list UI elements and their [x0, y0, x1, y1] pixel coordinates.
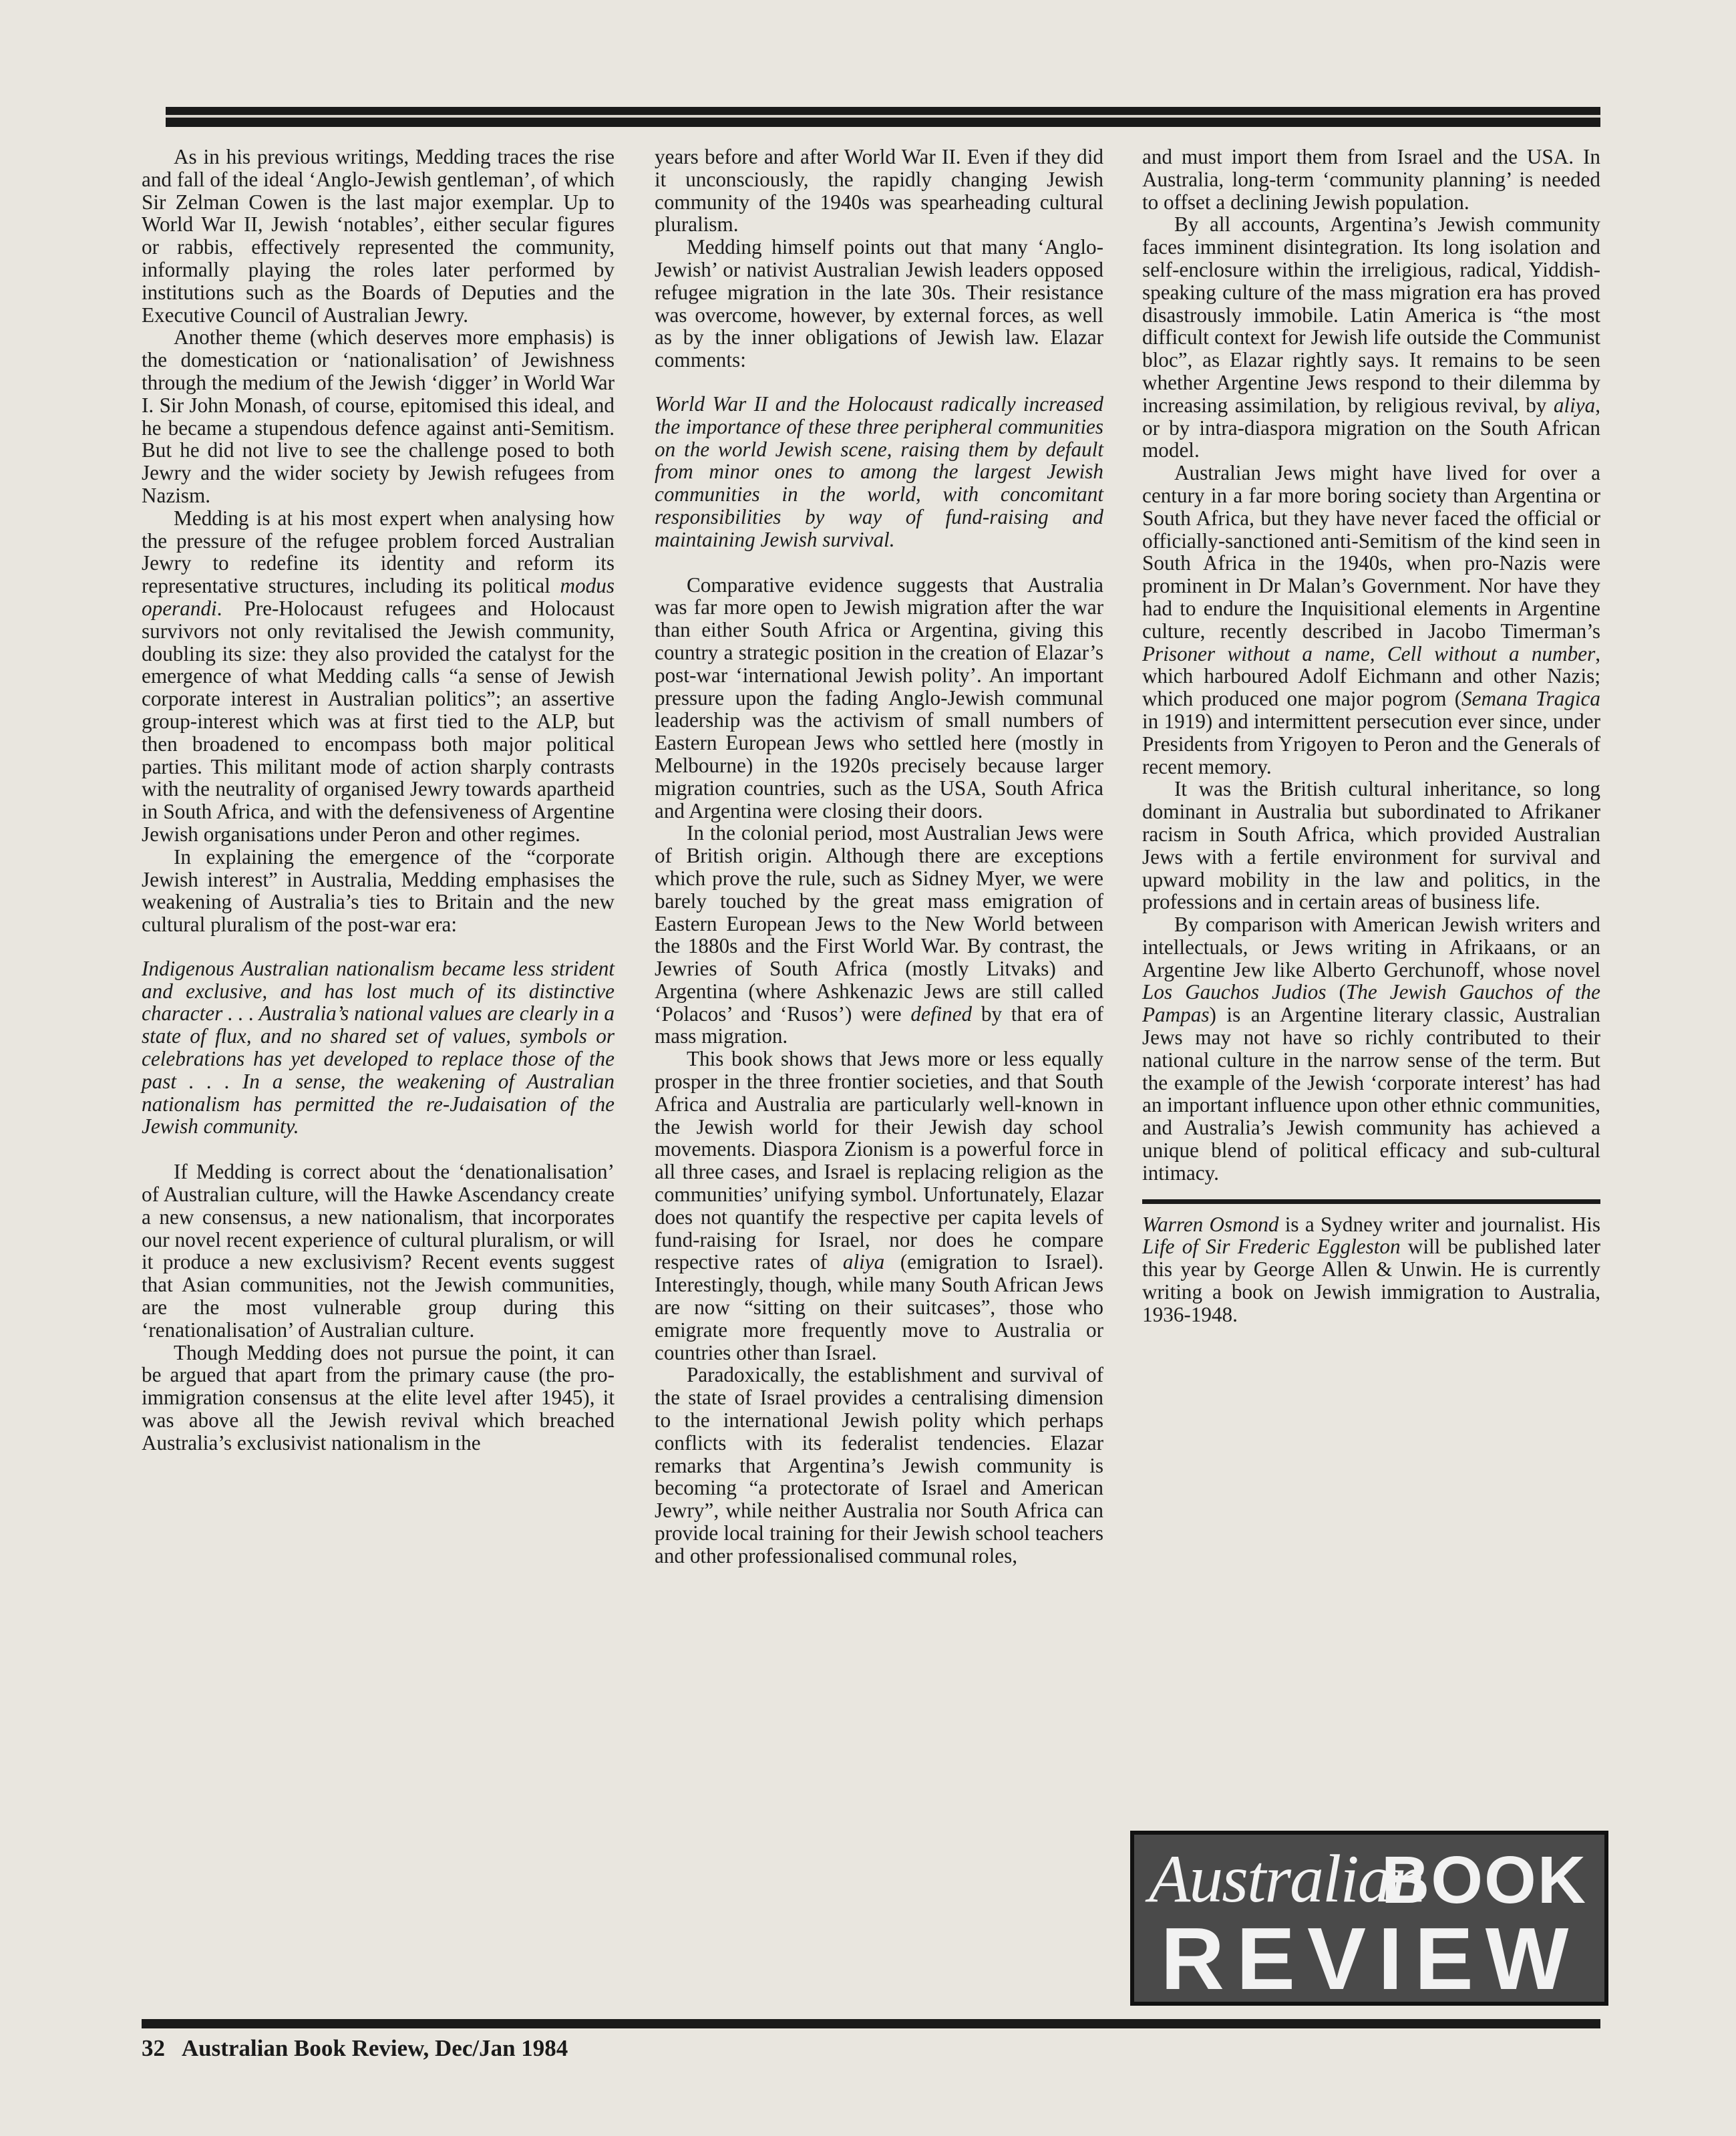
col2-paragraph-4: [655, 822, 1103, 1048]
col3-paragraph-3: [1142, 462, 1600, 778]
italic-title: Life of Sir Frederic Eggleston: [1142, 1235, 1401, 1259]
text-run: Medding is at his most expert when analysing how the pressure of the refugee problem forced Australian Jewry to redefine its identity and reform its representative structures, including its political: [142, 506, 615, 598]
author-bio: [1142, 1213, 1600, 1326]
col2-paragraph-5: [655, 1048, 1103, 1364]
col3-paragraph-2: [1142, 213, 1600, 462]
publication-line: Australian Book Review, Dec/Jan 1984: [181, 2035, 568, 2061]
author-name: Warren Osmond: [1142, 1212, 1279, 1236]
col1-paragraph-1: As in his previous writings, Medding traces the rise and fall of the ideal ‘Anglo-Jewish gentleman’, of which Sir Zelman Cowen is the last major exemplar. Up to World War II, Jewish ‘notables’, either secular figures or rabbis, effectively represented the community, informally playing the roles later performed by institutions such as the Boards of Deputies and the Executive Council of Australian Jewry.: [142, 145, 615, 327]
italic-title: Los Gauchos Judios: [1142, 980, 1327, 1004]
column-2: [655, 146, 1103, 1567]
bottom-rule: [142, 2019, 1600, 2028]
text-run: Australian Jews might have lived for over a century in a far more boring society than Argentina or South Africa, but they have never faced the official or officially-sanctioned anti-Semitism of the kind seen in South Africa in the 1940s, when pro-Nazis were prominent in Dr Malan’s Government. Nor have they had to endure the Inquisitional elements in Argentine culture, recently described in Jacobo Timerman’s: [1142, 461, 1600, 643]
italic-term: aliya: [842, 1250, 885, 1274]
text-run: , or by intra-diaspora migration on the South African model.: [1142, 393, 1600, 462]
col2-paragraph-3: Comparative evidence suggests that Australia was far more open to Jewish migration after the war than either South Africa or Argentina, giving this country a strategic position in the creation of Elazar’s post-war ‘international Jewish polity’. An important pressure upon the fading Anglo-Jewish communal leadership was the activism of small numbers of Eastern European Jews who settled here (mostly in Melbourne) in the 1920s precisely because larger migration countries, such as the USA, South Africa and Argentina were closing their doors.: [655, 573, 1103, 822]
col1-paragraph-2: Another theme (which deserves more emphasis) is the domestication or ‘nationalisation’ of Jewishness through the medium of the Jewish ‘digger’ in World War I. Sir John Monash, of course, epitomised this ideal, and he became a stupendous defence against anti-Semitism. But he did not live to see the challenge posed to both Jewry and the wider society by Jewish refugees from Nazism.: [142, 325, 615, 507]
text-run: ) is an Argentine literary classic, Australian Jews may not have so richly contributed to their national culture in the narrow sense of the term. But the example of the Jewish ‘corporate interest’ has had an important influence upon other ethnic communities, and Australia’s Jewish community has achieved a unique blend of political efficacy and sub-cultural intimacy.: [1142, 1003, 1600, 1185]
logo-book-text: BOOK: [1381, 1843, 1587, 1918]
text-run: is a Sydney writer and journalist. His: [1278, 1212, 1600, 1236]
text-run: will be published later this year by George Allen & Unwin. He is currently writing a book on Jewish immigration to Australia, 1936-1948.: [1142, 1235, 1600, 1326]
italic-term: defined: [910, 1002, 973, 1026]
text-run: By comparison with American Jewish writers and intellectuals, or Jews writing in Afrikaans, or an Argentine Jew like Alberto Gerchunoff, whose novel: [1142, 913, 1600, 981]
author-bio-rule: [1142, 1199, 1600, 1204]
col1-paragraph-3: [142, 507, 615, 846]
text-run: This book shows that Jews more or less equally prosper in the three frontier societies, and that South Africa and Australia are particularly well-known in the Jewish world for their Jewish day school movements. Diaspora Zionism is a powerful force in all three cases, and Israel is replacing religion as the communities’ unifying symbol. Unfortunately, Elazar does not quantify the respective per capita levels of fund-raising for Israel, nor does he compare respective rates of: [655, 1047, 1103, 1274]
col3-paragraph-1: and must import them from Israel and the USA. In Australia, long-term ‘community planning’ is needed to offset a declining Jewish population.: [1142, 145, 1600, 214]
italic-term: Semana Tragica: [1461, 687, 1600, 711]
col3-paragraph-4: It was the British cultural inheritance, so long dominant in Australia but subordinated to Afrikaner racism in South Africa, which provided Australian Jews with a fertile environment for survival and upward mobility in the law and politics, in the professions and in certain areas of business life.: [1142, 777, 1600, 914]
text-run: (emigration to Israel). Interestingly, though, while many South African Jews are now “sitting on their suitcases”, those who emigrate more frequently move to Australia or countries other than Israel.: [655, 1250, 1103, 1364]
col1-paragraph-6: Though Medding does not pursue the point, it can be argued that apart from the primary cause (the pro-immigration consensus at the elite level after 1945), it was above all the Jewish revival which breached Australia’s exclusivist nationalism in the: [142, 1340, 615, 1455]
text-run: by that era of mass migration.: [655, 1002, 1103, 1048]
text-run: By all accounts, Argentina’s Jewish community faces imminent disintegration. Its long isolation and self-enclosure within the irreligious, radical, Yiddish-speaking culture of the mass migration era has proved disastrously immobile. Latin America is “the most difficult context for Jewish life outside the Communist bloc”, as Elazar rightly says. It remains to be seen whether Argentine Jews respond to their dilemma by increasing assimilation, by religious revival, by: [1142, 212, 1600, 417]
italic-term: modus operandi: [142, 574, 615, 620]
col1-block-quote: Indigenous Australian nationalism became less strident and exclusive, and has lost much of its distinctive character . . . Australia’s national values are clearly in a state of flux, and no shared set of values, symbols or celebrations has yet developed to replace those of the past . . . In a sense, the weakening of Australian nationalism has permitted the re-Judaisation of the Jewish community.: [142, 956, 615, 1138]
logo-script-text: Australian: [1149, 1841, 1423, 1917]
col1-paragraph-5: If Medding is correct about the ‘denationalisation’ of Australian culture, will the Hawke Ascendancy create a new consensus, a new nationalism, that incorporates our novel recent experience of cultural pluralism, or will it produce a new exclusivism? Recent events suggest that Asian communities, not the Jewish communities, are the most vulnerable group during this ‘renationalisation’ of Australian culture.: [142, 1160, 615, 1342]
col2-paragraph-2: Medding himself points out that many ‘Anglo-Jewish’ or nativist Australian Jewish leaders opposed refugee migration in the late 30s. Their resistance was overcome, however, by external forces, as well as by the inner obligations of Jewish law. Elazar comments:: [655, 235, 1103, 372]
col3-paragraph-5: [1142, 913, 1600, 1185]
col2-paragraph-1: years before and after World War II. Even if they did it unconsciously, the rapidly changing Jewish community of the 1940s was spearheading cultural pluralism.: [655, 145, 1103, 237]
italic-title: Prisoner without a name, Cell without a number: [1142, 641, 1596, 665]
logo-review-text: REVIEW: [1160, 1910, 1581, 2006]
text-run: In the colonial period, most Australian Jews were of British origin. Although there are exceptions which prove the rule, such as Sidney Myer, we were barely touched by the great mass emigration of Eastern European Jews to the New World between the 1880s and the First World War. By contrast, the Jewries of South Africa (mostly Litvaks) and Argentina (where Ashkenazic Jews are still called ‘Polacos’ and ‘Rusos’) were: [655, 821, 1103, 1026]
australian-book-review-logo: [1130, 1831, 1608, 2006]
italic-term: aliya: [1553, 393, 1596, 417]
page-number: 32: [142, 2035, 165, 2061]
text-run: (: [1326, 980, 1346, 1004]
italic-title: The Jewish Gauchos of the Pampas: [1142, 980, 1600, 1027]
text-run: . Pre-Holocaust refugees and Holocaust survivors not only revitalised the Jewish community, doubling its size: they also provided the catalyst for the emergence of what Medding calls “a sense of Jewish corporate interest in Australian politics”; an assertive group-interest which was at first tied to the ALP, but then broadened to encompass both major political parties. This militant mode of action sharply contrasts with the neutrality of organised Jewry towards apartheid in South Africa, and with the defensiveness of Argentine Jewish organisations under Peron and other regimes.: [142, 596, 615, 846]
column-3: [1142, 146, 1600, 1326]
column-1: [142, 146, 615, 1455]
col2-block-quote: World War II and the Holocaust radically increased the importance of these three peripheral communities on the world Jewish scene, raising them by default from minor ones to among the largest Jewish communities in the world, with concomitant responsibilities by way of fund-raising and maintaining Jewish survival.: [655, 392, 1103, 551]
text-run: , which harboured Adolf Eichmann and other Nazis; which produced one major pogrom (: [1142, 641, 1600, 711]
page-footer: [142, 2035, 568, 2062]
col1-paragraph-4: In explaining the emergence of the “corporate Jewish interest” in Australia, Medding emphasises the weakening of Australia’s ties to Britain and the new cultural pluralism of the post-war era:: [142, 845, 615, 937]
col2-paragraph-6: Paradoxically, the establishment and survival of the state of Israel provides a centralising dimension to the international Jewish polity which perhaps conflicts with its federalist tendencies. Elazar remarks that Argentina’s Jewish community is becoming “a protectorate of Israel and American Jewry”, while neither Australia nor South Africa can provide local training for their Jewish school teachers and other professionalised communal roles,: [655, 1363, 1103, 1567]
top-double-rule: [166, 107, 1600, 127]
text-run: in 1919) and intermittent persecution ever since, under Presidents from Yrigoyen to Peron and the Generals of recent memory.: [1142, 709, 1600, 778]
